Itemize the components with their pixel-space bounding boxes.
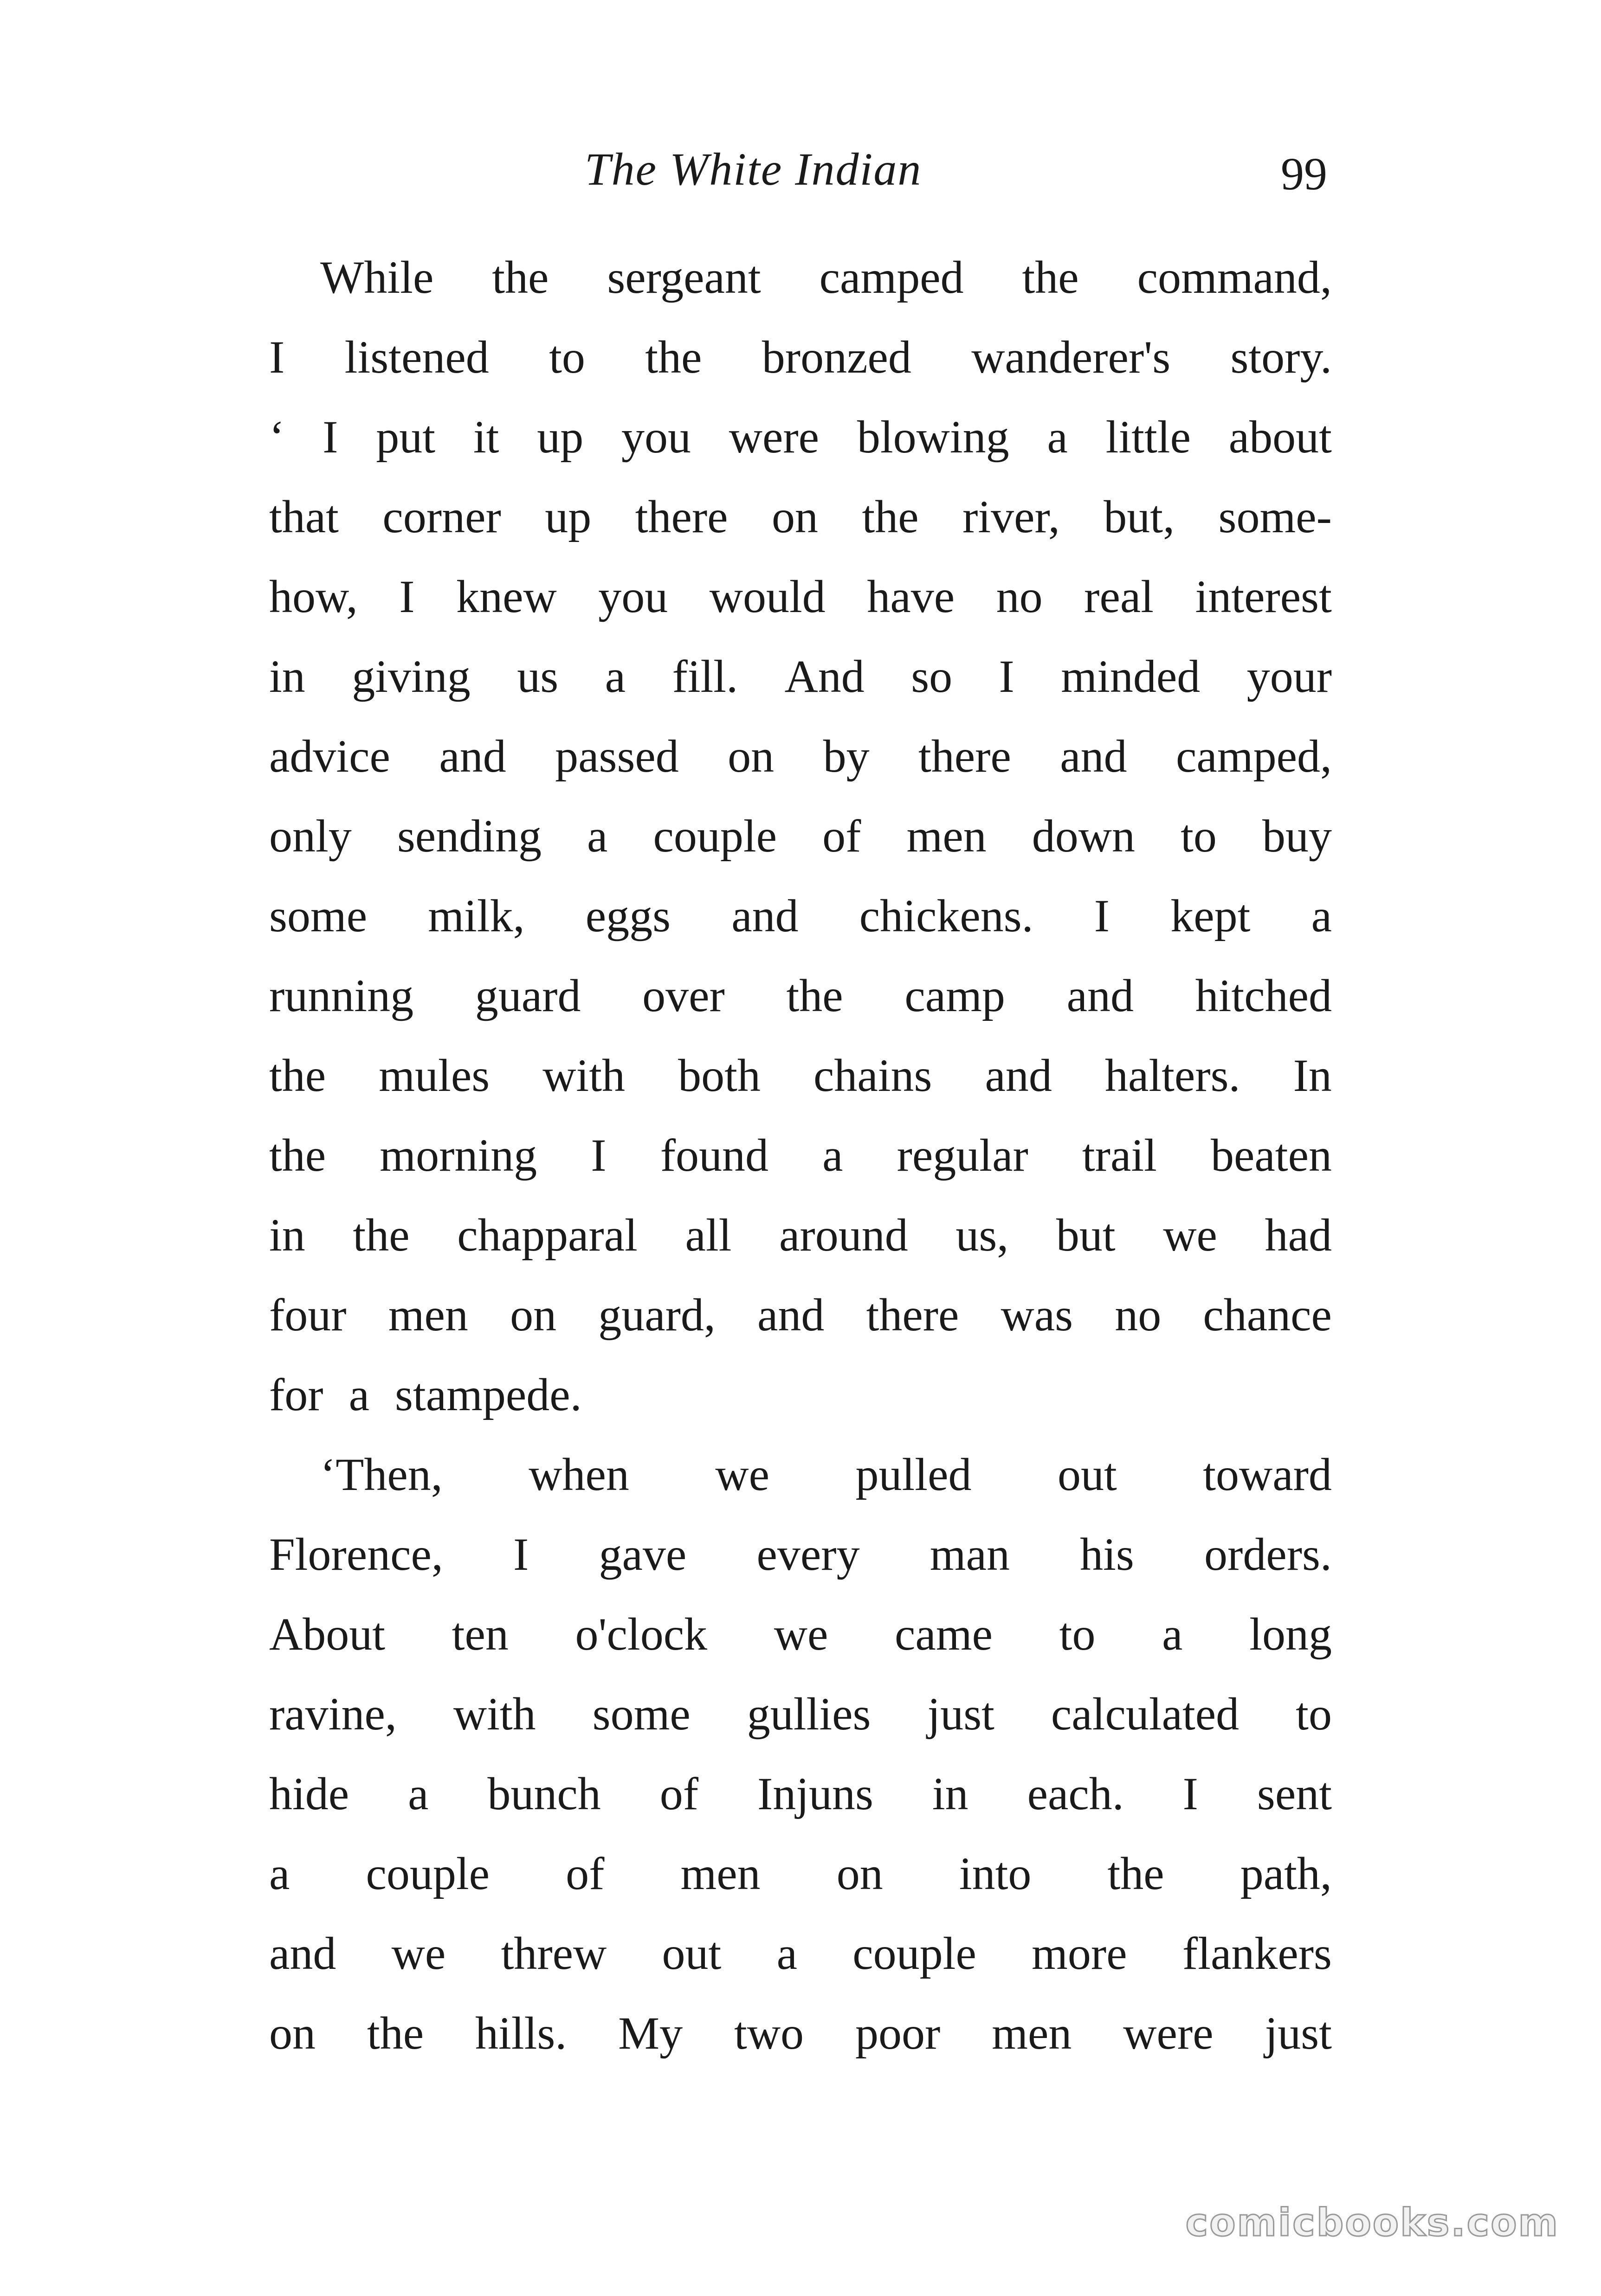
paragraph [269,1435,1332,2073]
text-line: ravine, with some gullies just calculated to [269,1688,1332,1740]
text-line: only sending a couple of men down to buy [269,810,1332,862]
text-line: some milk, eggs and chickens. I kept a [269,890,1332,942]
text-line: four men on guard, and there was no chance [269,1289,1332,1341]
text-line: that corner up there on the river, but, some- [269,491,1332,542]
text-line: While the sergeant camped the command, [320,252,1332,303]
text-line: for a stampede. [269,1369,582,1420]
text-line: in the chapparal all around us, but we had [269,1209,1332,1261]
text-line: on the hills. My two poor men were just [269,2007,1332,2059]
body-text [269,238,1332,2073]
paragraph [269,238,1332,1435]
text-line: advice and passed on by there and camped, [269,730,1332,782]
text-line: ‘ I put it up you were blowing a little about [269,411,1332,463]
watermark-logo: comicbooks.com [1185,2201,1559,2245]
text-line: About ten o'clock we came to a long [269,1608,1332,1660]
text-line: Florence, I gave every man his orders. [269,1529,1332,1580]
text-line: running guard over the camp and hitched [269,970,1332,1021]
page-number: 99 [1281,148,1327,200]
running-head [269,135,1332,204]
text-line: and we threw out a couple more flankers [269,1928,1332,1979]
text-line: hide a bunch of Injuns in each. I sent [269,1768,1332,1819]
running-title: The White Indian [585,143,922,195]
text-line: in giving us a fill. And so I minded your [269,651,1332,702]
text-line: the morning I found a regular trail beaten [269,1129,1332,1181]
text-line: a couple of men on into the path, [269,1848,1332,1899]
text-line: ‘Then, when we pulled out toward [320,1449,1332,1500]
text-line: the mules with both chains and halters. In [269,1050,1332,1101]
text-line: how, I knew you would have no real interest [269,571,1332,622]
text-line: I listened to the bronzed wanderer's story. [269,331,1332,383]
